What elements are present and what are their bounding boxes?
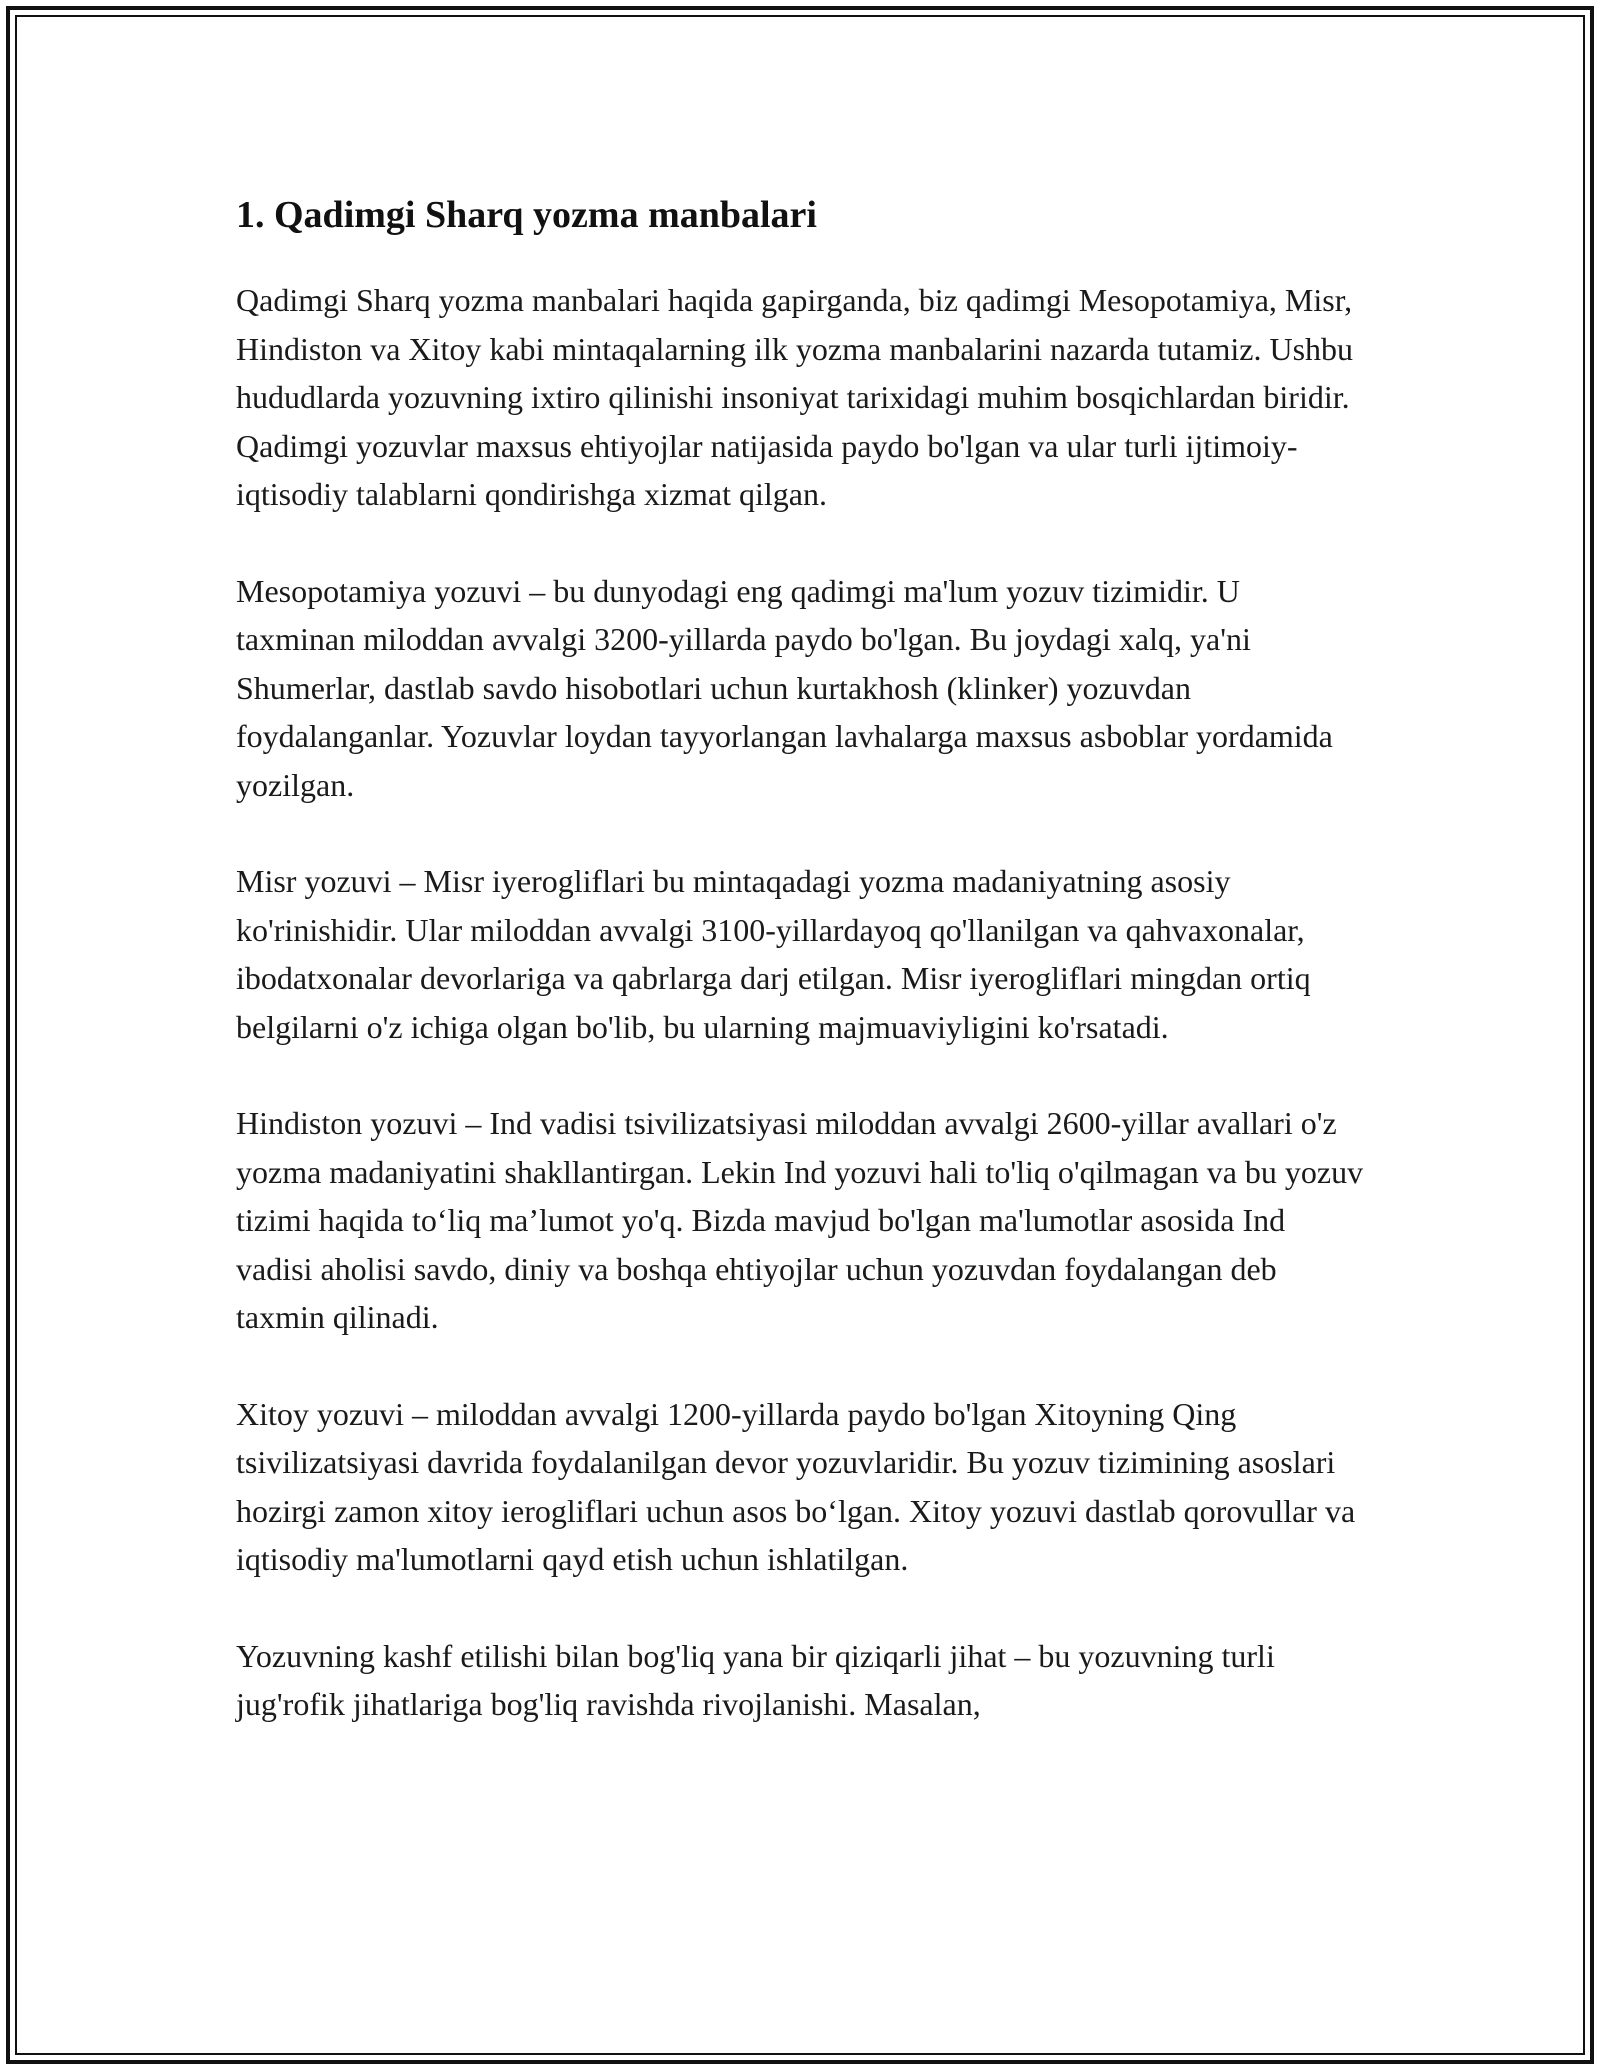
section-heading: 1. Qadimgi Sharq yozma manbalari (236, 194, 817, 236)
paragraph-mesopotamia: Mesopotamiya yozuvi – bu dunyodagi eng qadimgi ma'lum yozuv tizimidir. U taxminan miloddan avvalgi 3200-yillarda paydo bo'lgan. Bu joydagi xalq, ya'ni Shumerlar, dastlab savdo hisobotlari uchun kurtakhosh (klinker) yozuvdan foydalanganlar. Yozuvlar loydan tayyorlangan lavhalarga maxsus asboblar yordamida yozilgan. (236, 572, 1333, 803)
paragraph-intro: Qadimgi Sharq yozma manbalari haqida gapirganda, biz qadimgi Mesopotamiya, Misr, Hindiston va Xitoy kabi mintaqalarning ilk yozma manbalarini nazarda tutamiz. Ushbu hududlarda yozuvning ixtiro qilinishi insoniyat tarixidagi muhim bosqichlardan biridir. Qadimgi yozuvlar maxsus ehtiyojlar natijasida paydo bo'lgan va ular turli ijtimoiy-iqtisodiy talablarni qondirishga xizmat qilgan. (236, 282, 1354, 512)
paragraph-india: Hindiston yozuvi – Ind vadisi tsivilizatsiyasi miloddan avvalgi 2600-yillar avallari o'z yozma madaniyatini shakllantirgan. Lekin Ind yozuvi hali to'liq o'qilmagan va bu yozuv tizimi haqida to‘liq ma’lumot yo'q. Bizda mavjud bo'lgan ma'lumotlar asosida Ind vadisi aholisi savdo, diniy va boshqa ehtiyojlar uchun yozuvdan foydalangan deb taxmin qilinadi. (236, 1105, 1364, 1335)
document-body (236, 182, 1366, 1777)
paragraph-geography: Yozuvning kashf etilishi bilan bog'liq yana bir qiziqarli jihat – bu yozuvning turli jug'rofik jihatlariga bog'liq ravishda rivojlanishi. Masalan, (236, 1637, 1275, 1722)
paragraph-china: Xitoy yozuvi – miloddan avvalgi 1200-yillarda paydo bo'lgan Xitoyning Qing tsivilizatsiyasi davrida foydalanilgan devor yozuvlaridir. Bu yozuv tizimining asoslari hozirgi zamon xitoy ierogliflari uchun asos bo‘lgan. Xitoy yozuvi dastlab qorovullar va iqtisodiy ma'lumotlarni qayd etish uchun ishlatilgan. (236, 1395, 1356, 1577)
paragraph-egypt: Misr yozuvi – Misr iyerogliflari bu mintaqadagi yozma madaniyatning asosiy ko'rinishidir. Ular miloddan avvalgi 3100-yillardayoq qo'llanilgan va qahvaxonalar, ibodatxonalar devorlariga va qabrlarga darj etilgan. Misr iyerogliflari mingdan ortiq belgilarni o'z ichiga olgan bo'lib, bu ularning majmuaviyligini ko'rsatadi. (236, 863, 1311, 1045)
